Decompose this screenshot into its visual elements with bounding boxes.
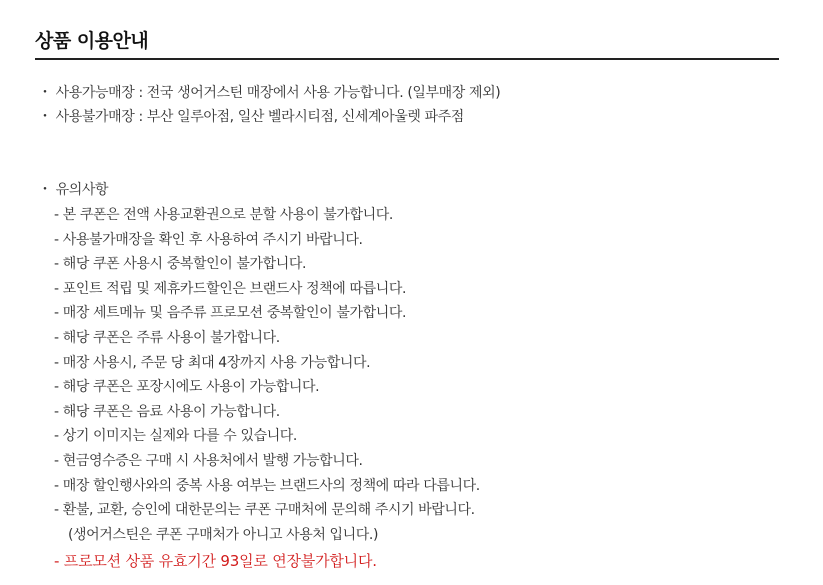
refund-note: (생어거스틴은 쿠폰 구매처가 아니고 사용처 입니다.) [68,527,379,543]
promotion-expiry-warning: - 프로모션 상품 유효기간 93일로 연장불가합니다. [54,552,377,570]
note-item: - 상기 이미지는 실제와 다를 수 있습니다. [54,428,297,444]
note-item: - 매장 사용시, 주문 당 최대 4장까지 사용 가능합니다. [54,355,371,371]
note-item: - 매장 할인행사와의 중복 사용 여부는 브랜드사의 정책에 따라 다릅니다. [54,478,480,494]
unavailable-stores-line: ・ 사용불가매장 : 부산 일루아점, 일산 벨라시티점, 신세계아울렛 파주점 [38,109,464,125]
notes-heading: ・ 유의사항 [38,182,109,198]
note-item: - 해당 쿠폰은 음료 사용이 가능합니다. [54,404,280,420]
note-item: - 사용불가매장을 확인 후 사용하여 주시기 바랍니다. [54,232,363,248]
page-title: 상품 이용안내 [35,30,149,52]
available-stores-line: ・ 사용가능매장 : 전국 생어거스틴 매장에서 사용 가능합니다. (일부매장 제외) [38,85,501,101]
note-item: - 현금영수증은 구매 시 사용처에서 발행 가능합니다. [54,453,363,469]
note-item: - 환불, 교환, 승인에 대한문의는 쿠폰 구매처에 문의해 주시기 바랍니다. [54,502,475,518]
note-item: - 해당 쿠폰 사용시 중복할인이 불가합니다. [54,256,307,272]
note-item: - 본 쿠폰은 전액 사용교환권으로 분할 사용이 불가합니다. [54,207,393,223]
note-item: - 매장 세트메뉴 및 음주류 프로모션 중복할인이 불가합니다. [54,305,407,321]
note-item: - 해당 쿠폰은 포장시에도 사용이 가능합니다. [54,379,320,395]
note-item: - 해당 쿠폰은 주류 사용이 불가합니다. [54,330,280,346]
title-divider [35,58,779,60]
note-item: - 포인트 적립 및 제휴카드할인은 브랜드사 정책에 따릅니다. [54,281,407,297]
